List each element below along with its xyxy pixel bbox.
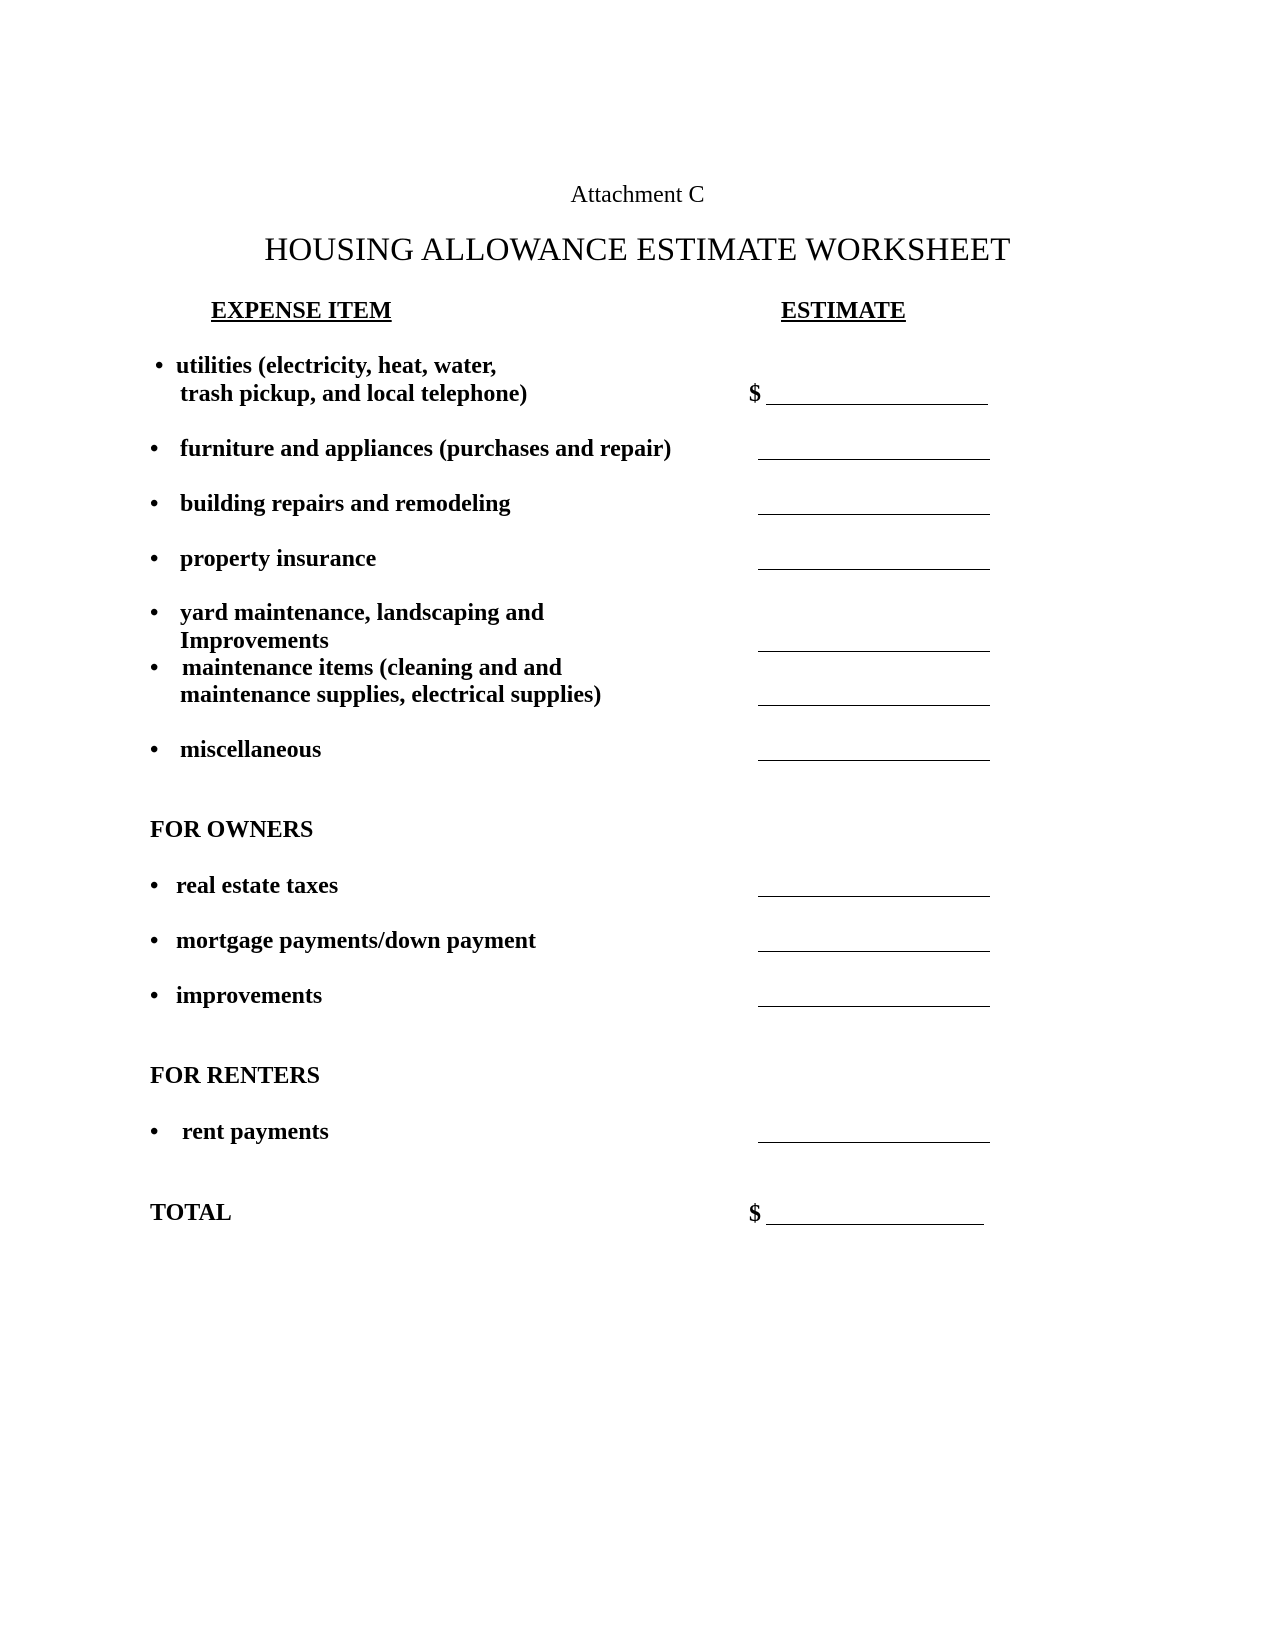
item-label-line1: building repairs and remodeling bbox=[180, 491, 511, 517]
page-title: HOUSING ALLOWANCE ESTIMATE WORKSHEET bbox=[264, 232, 1011, 268]
item-label-line2: trash pickup, and local telephone) bbox=[180, 381, 528, 407]
item-label-line1: real estate taxes bbox=[176, 873, 339, 899]
bullet: • bbox=[150, 1119, 159, 1145]
attachment-label: Attachment C bbox=[570, 182, 705, 208]
item-label-line1: furniture and appliances (purchases and repair) bbox=[180, 436, 672, 462]
bullet: • bbox=[150, 655, 159, 681]
total-label: TOTAL bbox=[150, 1200, 232, 1226]
bullet: • bbox=[150, 491, 159, 517]
bullet: • bbox=[150, 873, 159, 899]
bullet: • bbox=[150, 546, 159, 572]
utilities-estimate-field[interactable] bbox=[766, 404, 988, 405]
bullet: • bbox=[150, 436, 159, 462]
bullet: • bbox=[150, 600, 159, 626]
bullet: • bbox=[150, 928, 159, 954]
item-label-line1: miscellaneous bbox=[180, 737, 322, 763]
miscellaneous-estimate-field[interactable] bbox=[758, 760, 990, 761]
item-label-line1: maintenance items (cleaning and and bbox=[182, 655, 563, 681]
item-label-line1: rent payments bbox=[182, 1119, 329, 1145]
improvements-estimate-field[interactable] bbox=[758, 1006, 990, 1007]
maintenance-items-estimate-field[interactable] bbox=[758, 705, 990, 706]
property-insurance-estimate-field[interactable] bbox=[758, 569, 990, 570]
dollar-sign: $ bbox=[749, 1201, 761, 1227]
item-label-line2: Improvements bbox=[180, 628, 329, 654]
estimate-column-header: ESTIMATE bbox=[781, 298, 906, 324]
item-label-line1: property insurance bbox=[180, 546, 377, 572]
item-label-line1: mortgage payments/down payment bbox=[176, 928, 536, 954]
item-label-line2: maintenance supplies, electrical supplies) bbox=[180, 682, 602, 708]
item-label-line1: improvements bbox=[176, 983, 323, 1009]
dollar-sign: $ bbox=[749, 381, 761, 407]
rent-payments-estimate-field[interactable] bbox=[758, 1142, 990, 1143]
real-estate-taxes-estimate-field[interactable] bbox=[758, 896, 990, 897]
bullet: • bbox=[155, 353, 164, 379]
yard-maintenance-estimate-field[interactable] bbox=[758, 651, 990, 652]
total-estimate-field[interactable] bbox=[766, 1224, 984, 1225]
expense-item-column-header: EXPENSE ITEM bbox=[211, 298, 392, 324]
item-label-line1: yard maintenance, landscaping and bbox=[180, 600, 545, 626]
section-heading-renters: FOR RENTERS bbox=[150, 1063, 321, 1089]
bullet: • bbox=[150, 737, 159, 763]
mortgage-payments-estimate-field[interactable] bbox=[758, 951, 990, 952]
section-heading-owners: FOR OWNERS bbox=[150, 817, 314, 843]
item-label-line1: utilities (electricity, heat, water, bbox=[176, 353, 497, 379]
furniture-estimate-field[interactable] bbox=[758, 459, 990, 460]
bullet: • bbox=[150, 983, 159, 1009]
building-repairs-estimate-field[interactable] bbox=[758, 514, 990, 515]
